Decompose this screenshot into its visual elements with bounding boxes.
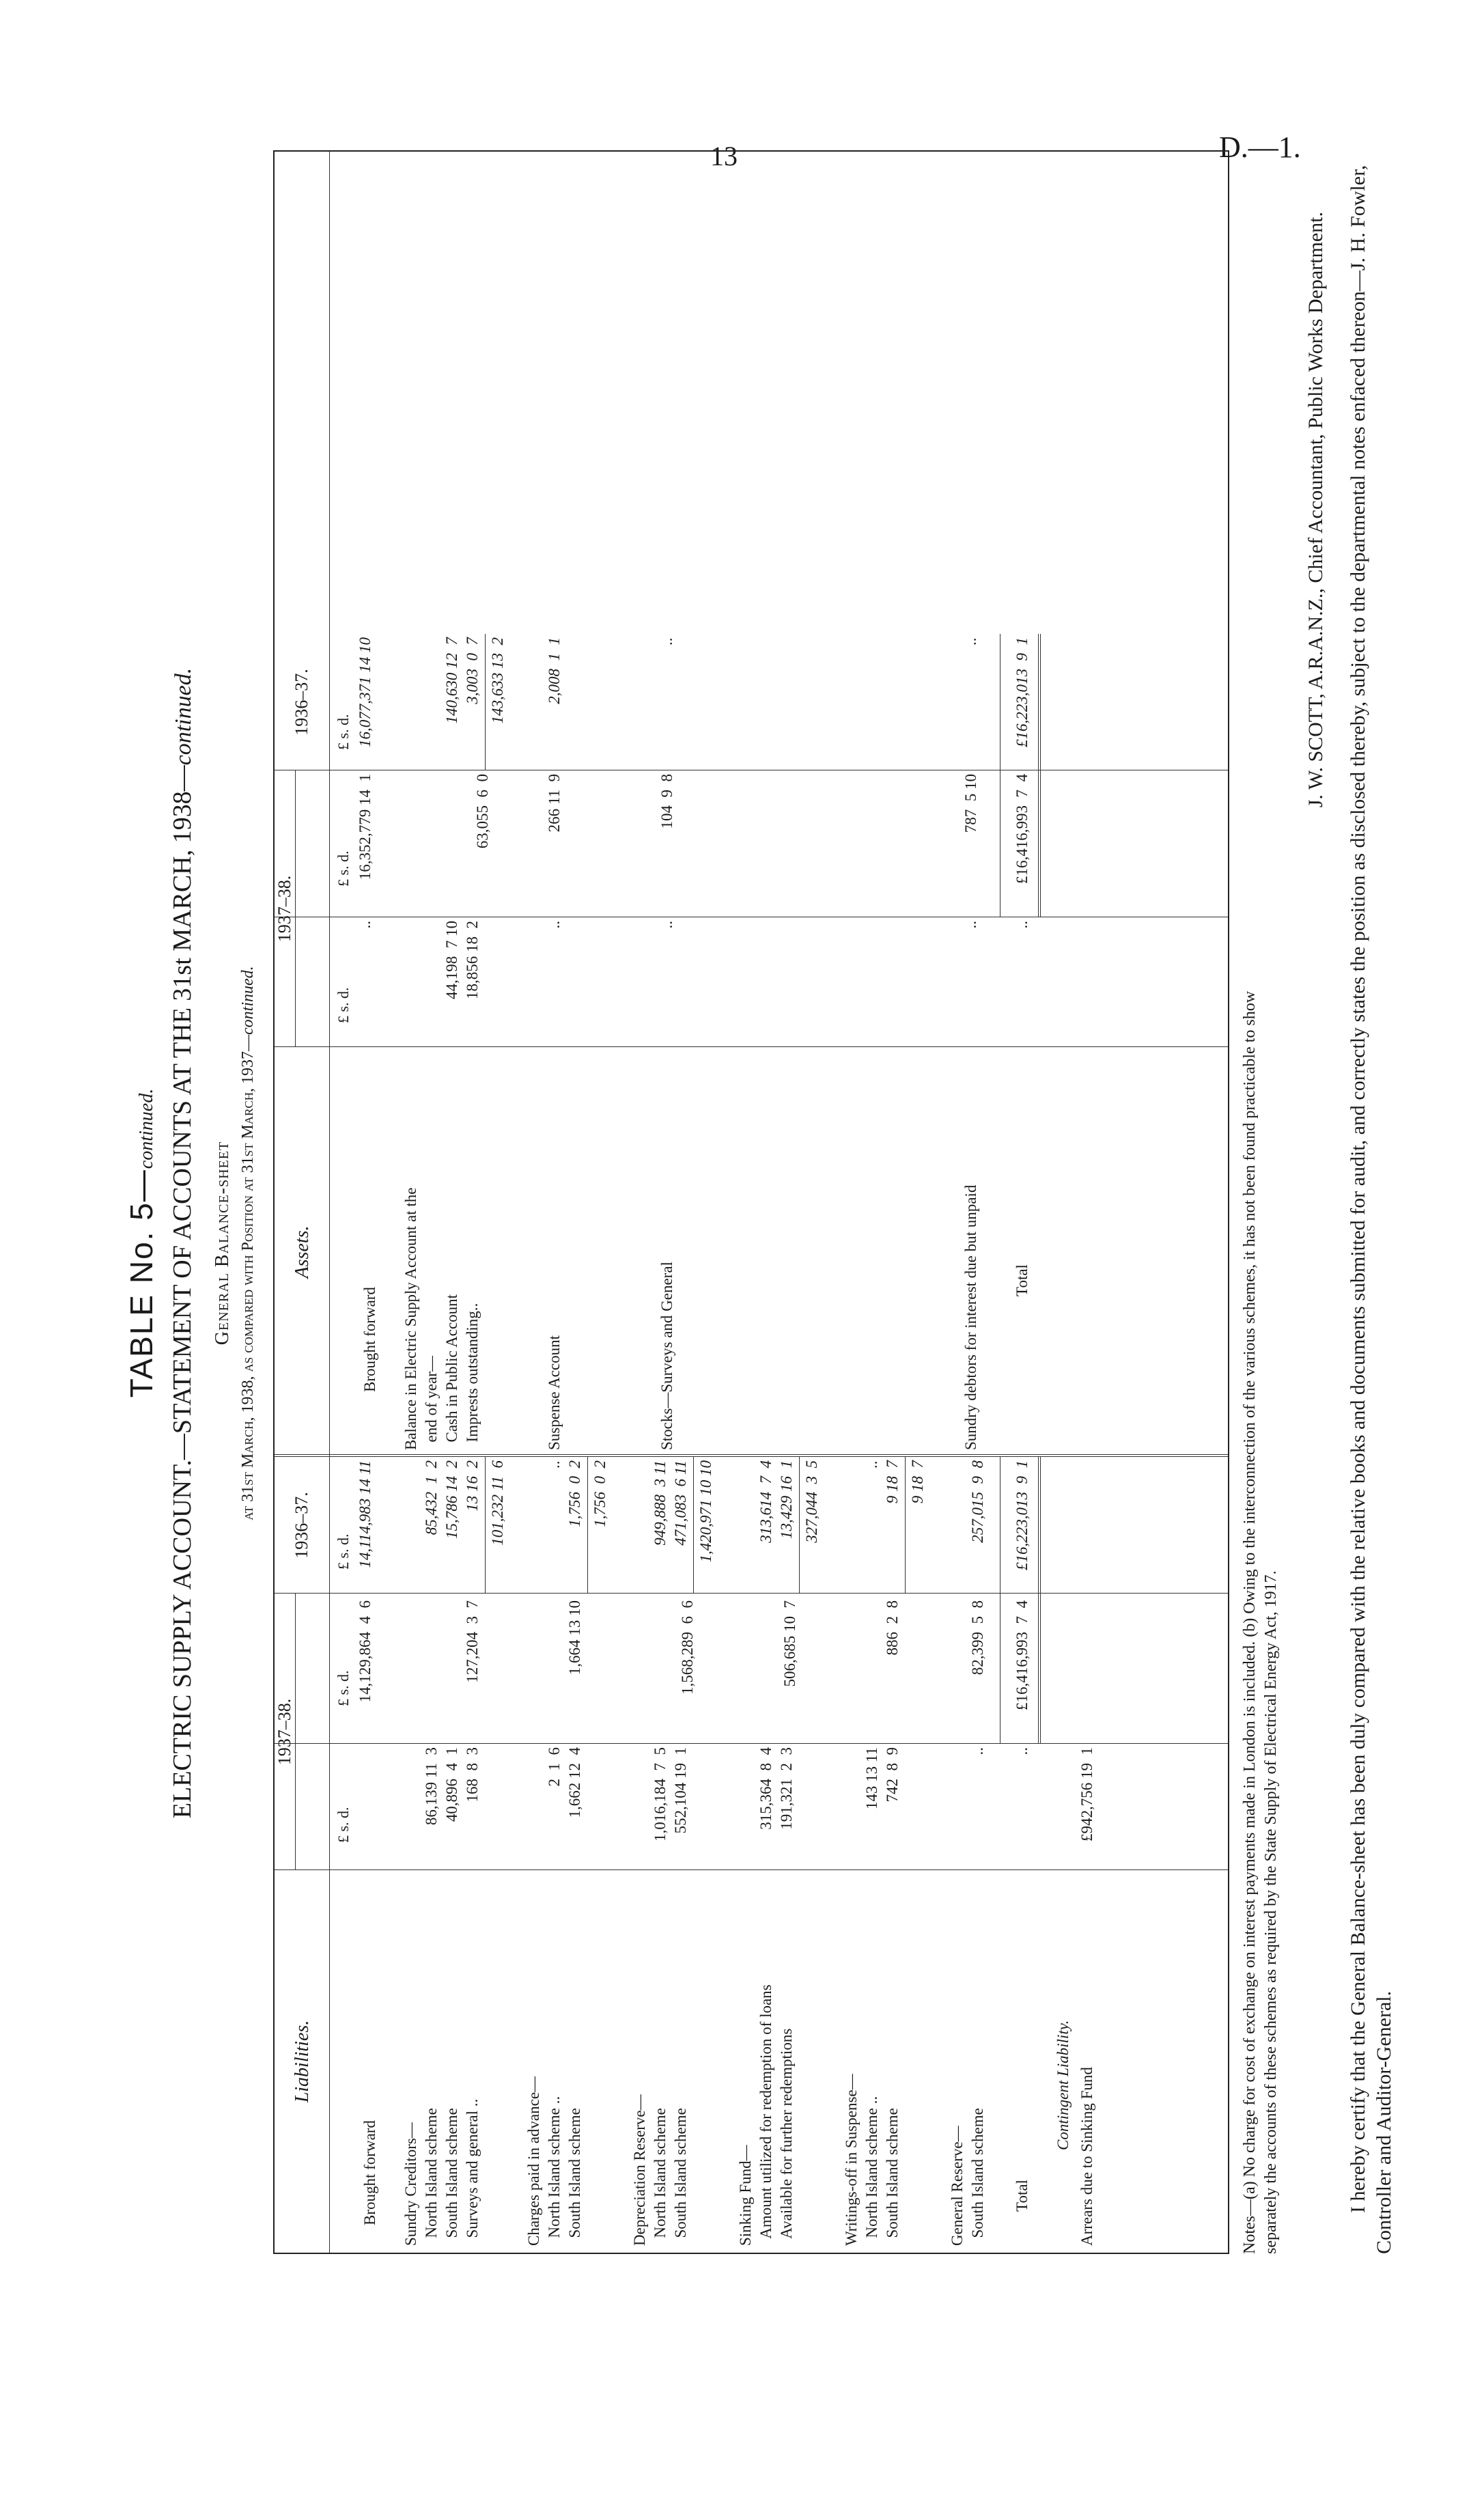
liability-label: Arrears due to Sinking Fund bbox=[1078, 2067, 1095, 2246]
asset-sub: 44,198 7 10 18,856 18 2 bbox=[443, 921, 481, 999]
liability-sub: 143 13 11 742 8 9 bbox=[863, 1747, 901, 1810]
balance-sheet-table bbox=[273, 150, 1229, 2254]
year-rule bbox=[295, 1594, 296, 1870]
asset-label: Stocks—Surveys and General bbox=[658, 1262, 675, 1450]
total-double-rule bbox=[1038, 634, 1041, 917]
liability-label: Writings-off in Suspense— North Island scheme .. South Island scheme bbox=[843, 2074, 901, 2246]
year-1937-heading: 1936–37. bbox=[292, 1492, 311, 1559]
asset-label: Balance in Electric Supply Account at the end of year— Cash in Public Account Imprests outstanding.. bbox=[402, 1187, 481, 1450]
liability-1938: 14,129,864 4 6 bbox=[356, 1600, 374, 1703]
unit-header: £ s. d. bbox=[335, 1807, 352, 1843]
liability-1938: 1,568,289 6 6 bbox=[679, 1600, 696, 1695]
unit-header: £ s. d. bbox=[335, 850, 352, 887]
liability-1937: 313,614 7 4 13,429 16 1 bbox=[757, 1460, 795, 1543]
document-reference: D.—1. bbox=[1219, 130, 1301, 164]
unit-header: £ s. d. bbox=[335, 987, 352, 1023]
liability-1937-total: 101,232 11 6 bbox=[489, 1460, 506, 1546]
asset-1937: 2,008 1 1 bbox=[546, 637, 563, 704]
total-double-rule bbox=[1038, 1457, 1041, 1744]
rule bbox=[275, 1046, 1228, 1047]
liability-1937: 85,432 1 2 15,786 14 2 13 16 2 bbox=[423, 1460, 481, 1539]
unit-header: £ s. d. bbox=[335, 1533, 352, 1570]
subtotal-rule bbox=[587, 1457, 588, 1594]
page-number: 13 bbox=[710, 141, 738, 171]
contingent-liability-heading: Contingent Liability. bbox=[1054, 2020, 1072, 2150]
accountant-signature: J. W. SCOTT, A.R.A.N.Z., Chief Accountant, Public Works Department. bbox=[1304, 212, 1327, 808]
assets-heading: Assets. bbox=[292, 1225, 313, 1279]
asset-sub: .. bbox=[962, 921, 979, 936]
asset-label: Sundry debtors for interest due but unpaid bbox=[962, 1184, 979, 1450]
liability-label: Charges paid in advance— North Island scheme .. South Island scheme bbox=[525, 2076, 583, 2246]
liability-total-1937: £16,223,013 9 1 bbox=[1013, 1460, 1031, 1570]
header-rule bbox=[329, 152, 330, 2253]
year-1937-heading: 1936–37. bbox=[292, 669, 311, 736]
unit-header: £ s. d. bbox=[335, 1670, 352, 1706]
asset-sub: .. bbox=[546, 921, 563, 936]
rule bbox=[275, 1454, 1228, 1457]
liability-sub: 1,016,184 7 5 552,104 19 1 bbox=[652, 1747, 689, 1841]
liability-1938: 1,664 13 10 bbox=[566, 1600, 583, 1675]
liability-label: General Reserve— South Island scheme bbox=[949, 2108, 986, 2246]
asset-total-1937: £16,223,013 9 1 bbox=[1013, 637, 1031, 747]
note-line: separately the accounts of these schemes as required by the State Supply of Electrical Energy Act, 1917. bbox=[1262, 1570, 1280, 2254]
liability-sub: 2 1 6 1,662 12 4 bbox=[546, 1747, 583, 1818]
unit-header: £ s. d. bbox=[335, 714, 352, 750]
liability-sub: .. bbox=[1013, 1747, 1031, 1763]
liability-1938: 506,685 10 7 bbox=[781, 1600, 798, 1687]
asset-1938: 16,352,779 14 1 bbox=[356, 774, 374, 880]
liability-label: Sinking Fund— Amount utilized for redemption of loans Available for further redemptions bbox=[737, 1984, 795, 2246]
year-rule bbox=[295, 770, 296, 1047]
asset-1937: 140,630 12 7 3,003 0 7 bbox=[443, 637, 481, 724]
liabilities-heading: Liabilities. bbox=[292, 2020, 313, 2103]
liability-1937: .. 1,756 0 2 bbox=[546, 1460, 583, 1527]
liability-1937-total: 327,044 3 5 bbox=[803, 1460, 820, 1543]
rule bbox=[275, 1743, 1228, 1744]
liability-sub: 315,364 8 4 191,321 2 3 bbox=[757, 1747, 795, 1830]
liability-1938: 82,399 5 8 bbox=[969, 1600, 986, 1675]
liability-1937-total: 1,420,971 10 10 bbox=[697, 1460, 714, 1563]
liability-sub: 86,139 11 3 40,896 4 1 168 8 3 bbox=[423, 1747, 481, 1826]
asset-label: Suspense Account bbox=[546, 1335, 563, 1450]
liability-1937: 14,114,983 14 11 bbox=[356, 1460, 374, 1568]
asset-1938: 63,055 6 0 bbox=[474, 774, 491, 849]
liability-1937: 949,888 3 11 471,083 6 11 bbox=[652, 1460, 689, 1546]
notes bbox=[1240, 150, 1282, 2254]
statement-title: ELECTRIC SUPPLY ACCOUNT.—STATEMENT OF ACCOUNTS AT THE 31st MARCH, 1938—continued. bbox=[168, 667, 197, 1819]
rule bbox=[275, 1593, 1228, 1594]
subtotal-rule bbox=[485, 1457, 486, 1594]
asset-1938: 787 5 10 bbox=[962, 774, 979, 833]
table-number: TABLE No. 5—continued. bbox=[124, 1088, 159, 1398]
liability-1937: 257,015 9 8 bbox=[969, 1460, 986, 1543]
liability-1937: .. 9 18 7 bbox=[863, 1460, 901, 1504]
asset-total-label: Total bbox=[1013, 1264, 1031, 1296]
liability-1937-total: 9 18 7 bbox=[909, 1460, 926, 1504]
asset-sub: .. bbox=[1013, 921, 1031, 936]
arrears-value: £942,756 19 1 bbox=[1078, 1747, 1095, 1841]
asset-total-1938: £16,416,993 7 4 bbox=[1013, 774, 1031, 884]
asset-1937: .. bbox=[658, 637, 675, 653]
rotated-page-content bbox=[109, 14, 1407, 2268]
subtotal-rule bbox=[905, 1457, 906, 1594]
comparison-subtitle: at 31st March, 1938, as compared with Position at 31st March, 1937—continued. bbox=[239, 966, 257, 1520]
liability-label: Sundry Creditors— North Island scheme South Island scheme Surveys and general .. bbox=[402, 2098, 481, 2246]
asset-1938: 266 11 9 bbox=[546, 774, 563, 833]
subtotal-rule bbox=[485, 634, 486, 770]
liability-1938: 127,204 3 7 bbox=[464, 1600, 481, 1683]
asset-sub: .. bbox=[356, 921, 374, 936]
asset-sub: .. bbox=[658, 921, 675, 936]
liability-total-label: Total bbox=[1013, 2180, 1031, 2212]
liability-sub: .. bbox=[969, 1747, 986, 1763]
subtotal-rule bbox=[693, 1457, 694, 1594]
asset-label: Brought forward bbox=[361, 1287, 378, 1392]
liability-1938: 886 2 8 bbox=[884, 1600, 901, 1656]
balance-sheet-title: General Balance-sheet bbox=[212, 1141, 233, 1346]
year-1938-heading: 1937–38. bbox=[275, 875, 294, 943]
asset-1937: .. bbox=[962, 637, 979, 653]
liability-label: Brought forward bbox=[361, 2120, 378, 2225]
subtotal-rule bbox=[799, 1457, 800, 1594]
year-1938-heading: 1937–38. bbox=[275, 1698, 294, 1766]
liability-label: Depreciation Reserve— North Island scheme South Island scheme bbox=[631, 2094, 689, 2246]
note-line: Notes—(a) No charge for cost of exchange on interest payments made in London is included. (b) Owing to the interconnection of the various schemes, it has not been found practicable to show bbox=[1241, 990, 1259, 2254]
audit-certificate: I hereby certify that the General Balance-sheet has been duly compared with the relative books and documents submitted for audit, and correctly states the position as disclosed thereby, subject to the departmental notes enfaced thereon—J. H. Fowler, Controller and Auditor-General. bbox=[1347, 165, 1395, 2254]
liability-total-1938: £16,416,993 7 4 bbox=[1013, 1600, 1031, 1710]
asset-1938: 104 9 8 bbox=[658, 774, 675, 829]
asset-1937: 16,077,371 14 10 bbox=[356, 637, 374, 747]
rule bbox=[275, 1869, 1228, 1870]
liability-1937-total: 1,756 0 2 bbox=[591, 1460, 608, 1527]
asset-1937-total: 143,633 13 2 bbox=[489, 637, 506, 724]
